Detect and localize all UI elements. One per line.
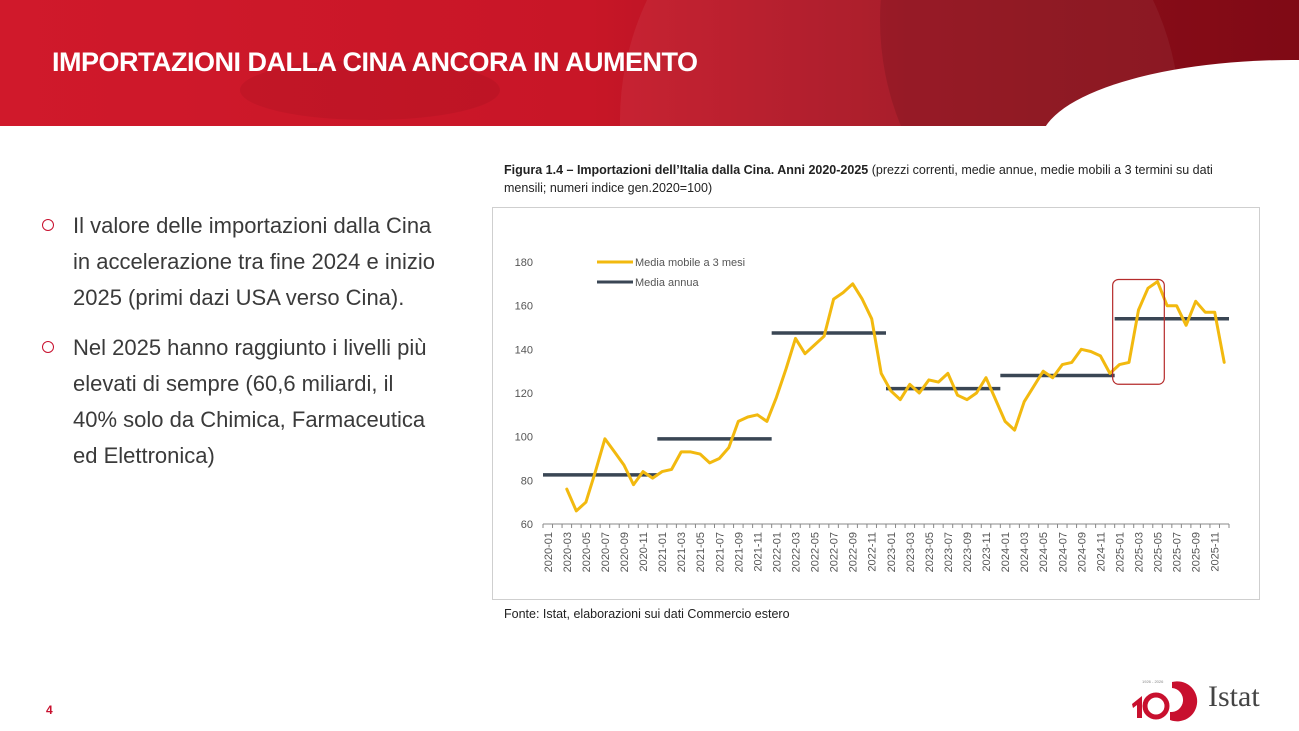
legend-label: Media annua (635, 277, 699, 289)
x-tick-label: 2023-11 (981, 532, 994, 572)
x-tick-label: 2023-07 (942, 532, 955, 573)
x-tick-label: 2023-05 (923, 532, 936, 573)
bullet-circle-icon (42, 341, 54, 353)
y-tick-label: 180 (514, 257, 533, 269)
x-tick-label: 2024-03 (1019, 532, 1032, 573)
x-tick-label: 2022-03 (790, 532, 803, 573)
x-tick-label: 2025-05 (1152, 532, 1165, 573)
bullet-text: Il valore delle importazioni dalla Cina in accelerazione tra fine 2024 e inizio 2025 (primi dazi USA verso Cina). (73, 213, 436, 310)
x-tick-label: 2021-09 (733, 532, 746, 573)
x-tick-label: 2021-11 (752, 532, 765, 572)
figure-caption (504, 161, 1254, 197)
bullet-circle-icon (42, 219, 54, 231)
y-tick-label: 140 (514, 344, 533, 357)
x-tick-label: 2025-09 (1190, 532, 1203, 573)
chart-frame (492, 207, 1260, 600)
logo-one-mark (1132, 696, 1142, 718)
x-tick-label: 2022-09 (847, 532, 860, 573)
x-tick-label: 2020-05 (580, 532, 593, 573)
bullet-item (40, 330, 440, 474)
logo-zero-ring (1145, 695, 1167, 717)
x-tick-label: 2024-09 (1076, 532, 1089, 573)
x-tick-label: 2024-05 (1038, 532, 1051, 573)
legend-label: Media mobile a 3 mesi (635, 257, 746, 269)
moving-average-line (567, 282, 1224, 511)
x-tick-label: 2025-03 (1133, 532, 1146, 573)
y-tick-label: 160 (514, 300, 533, 313)
slide-title: IMPORTAZIONI DALLA CINA ANCORA IN AUMENTO (52, 47, 698, 77)
istat-logo-text: Istat (1208, 680, 1260, 713)
y-tick-label: 100 (514, 431, 533, 444)
x-tick-label: 2023-03 (904, 532, 917, 573)
x-tick-label: 2025-11 (1209, 532, 1222, 572)
x-tick-label: 2022-07 (828, 532, 841, 573)
x-tick-label: 2025-01 (1114, 532, 1127, 573)
x-tick-label: 2022-11 (866, 532, 879, 572)
x-tick-label: 2021-03 (676, 532, 689, 573)
bullet-list (40, 208, 440, 488)
bullet-item (40, 208, 440, 316)
logo-circle-mark (1170, 681, 1197, 721)
figure-source: Fonte: Istat, elaborazioni sui dati Commercio estero (504, 607, 790, 621)
x-tick-label: 2020-09 (618, 532, 631, 573)
x-tick-label: 2022-05 (809, 532, 822, 573)
y-tick-label: 80 (520, 475, 533, 488)
x-tick-label: 2020-03 (561, 532, 574, 573)
line-chart (493, 208, 1259, 599)
page-number: 4 (46, 703, 53, 717)
x-tick-label: 2020-01 (542, 532, 555, 573)
x-tick-label: 2024-07 (1057, 532, 1070, 573)
x-tick-label: 2025-07 (1171, 532, 1184, 573)
highlight-box (1113, 279, 1165, 384)
x-tick-label: 2024-11 (1095, 532, 1108, 572)
y-tick-label: 60 (520, 519, 533, 531)
x-tick-label: 2023-09 (961, 532, 974, 573)
y-tick-label: 120 (514, 388, 533, 400)
x-tick-label: 2023-01 (885, 532, 898, 573)
x-tick-label: 2024-01 (1000, 532, 1013, 573)
x-tick-label: 2020-11 (638, 532, 651, 572)
figure-caption-title: Figura 1.4 – Importazioni dell’Italia dalla Cina. Anni 2020-2025 (504, 163, 869, 177)
bullet-text: Nel 2025 hanno raggiunto i livelli più elevati di sempre (60,6 miliardi, il 40% solo da Chimica, Farmaceutica ed Elettronica) (73, 335, 427, 468)
x-tick-label: 2021-01 (657, 532, 670, 573)
figure-caption-note: (prezzi correnti, medie annue, medie mobili a 3 termini su dati mensili; numeri indice gen.2020=100) (504, 163, 1213, 195)
x-tick-label: 2021-05 (695, 532, 708, 573)
logo-years: 1926 - 2026 (1142, 679, 1164, 684)
x-tick-label: 2020-07 (599, 532, 612, 573)
x-tick-label: 2021-07 (714, 532, 727, 573)
x-tick-label: 2022-01 (771, 532, 784, 573)
